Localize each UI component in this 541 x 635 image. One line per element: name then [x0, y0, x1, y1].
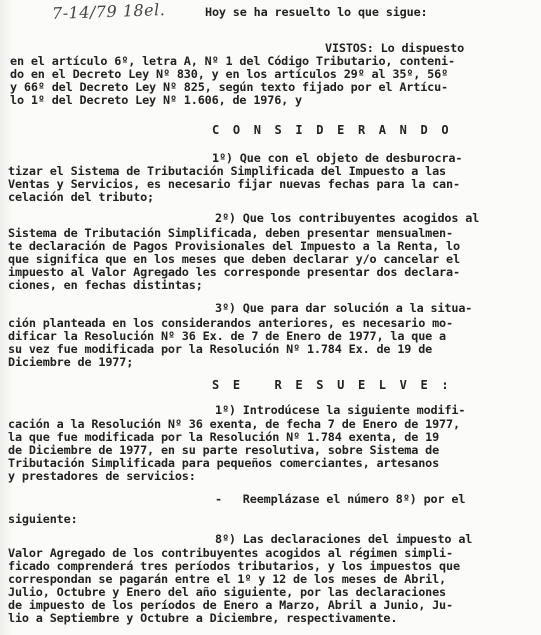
numeral-8-line: lio a Septiembre y Octubre a Diciembre, respectivamente. [8, 611, 398, 625]
vistos-line: lo 1º del Decreto Ley Nº 1.606, de 1976, y [10, 93, 302, 107]
considerando-2-line: Sistema de Tributación Simplificada, deben presentar mensualmen- [8, 226, 453, 240]
considerando-3-line: su vez fue modificada por la Resolución Nº 1.784 Ex. de 19 de [8, 342, 433, 356]
vistos-line: en el artículo 6º, letra A, Nº 1 del Código Tributario, conteni- [10, 54, 455, 68]
considerando-3-line: 3º) Que para dar solución a la situa- [215, 301, 473, 315]
reemplazo-line: - Reemplázase el número 8º) por el [215, 492, 466, 506]
considerando-1-line: celación del tributo; [8, 190, 154, 204]
vistos-heading-line: VISTOS: Lo dispuesto [325, 41, 465, 55]
considerando-1-line: Ventas y Servicios, es necesario fijar nuevas fechas para la can- [8, 177, 460, 191]
considerando-2-line: que significa que en los meses que deben declarar y/o cancelar el [8, 252, 460, 266]
considerando-3-line: ción planteada en los considerandos anteriores, es necesario mo- [8, 316, 453, 330]
considerando-2-line: 2º) Que los contribuyentes acogidos al [215, 211, 480, 225]
resolucion-1-line: 1º) Introdúcese la siguiente modifi- [215, 403, 466, 417]
siguiente-line: siguiente: [8, 512, 78, 526]
resolucion-1-line: cación a la Resolución Nº 36 exenta, de fecha 7 de Enero de 1977, [8, 417, 460, 431]
considerando-2-line: impuesto al Valor Agregado les corresponde presentar dos declara- [8, 265, 460, 279]
numeral-8-line: ficado comprenderá tres períodos tributarios, y los impuestos que [8, 559, 460, 573]
considerando-3-line: dificar la Resolución Nº 36 Ex. de 7 de Enero de 1977, la que a [8, 329, 446, 343]
resolucion-1-line: Tributación Simplificada para pequeños comerciantes, artesanos [8, 456, 440, 470]
considerando-1-line: tizar el Sistema de Tributación Simplificada del Impuesto a las [8, 164, 446, 178]
resolucion-1-line: la que fue modificada por la Resolución Nº 1.784 exenta, de 19 [8, 430, 440, 444]
resolucion-1-line: de Diciembre de 1977, en su parte resolutiva, sobre Sistema de [8, 443, 440, 457]
resuelve-heading: S E R E S U E L V E : [212, 378, 452, 392]
considerando-1-line: 1º) Que con el objeto de desburocra- [212, 151, 463, 165]
considerando-2-line: ciones, en fechas distintas; [8, 278, 203, 292]
numeral-8-line: correspondan se pagarán entre el 1º y 12 de los meses de Abril, [8, 572, 446, 586]
numeral-8-line: 8º) Las declaraciones del impuesto al [215, 532, 473, 546]
opening-line: Hoy se ha resuelto lo que sigue: [205, 5, 428, 19]
numeral-8-line: de impuesto de los períodos de Enero a Marzo, Abril a Junio, Ju- [8, 598, 453, 612]
resolucion-1-line: y prestadores de servicios: [8, 469, 196, 483]
vistos-line: do en el Decreto Ley Nº 830, y en los artículos 29º al 35º, 56º [10, 67, 448, 81]
handwritten-note: 7-14/79 18el. [51, 0, 166, 23]
numeral-8-line: Julio, Octubre y Enero del año siguiente, por las declaraciones [8, 585, 446, 599]
considerando-3-line: Diciembre de 1977; [8, 355, 134, 369]
numeral-8-line: Valor Agregado de los contribuyentes acogidos al régimen simpli- [8, 546, 453, 560]
considerando-2-line: te declaración de Pagos Provisionales del Impuesto a la Renta, lo [8, 239, 460, 253]
vistos-line: y 66º del Decreto Ley Nº 825, según texto fijado por el Artícu- [10, 80, 448, 94]
considerando-heading: C O N S I D E R A N D O [212, 123, 452, 137]
